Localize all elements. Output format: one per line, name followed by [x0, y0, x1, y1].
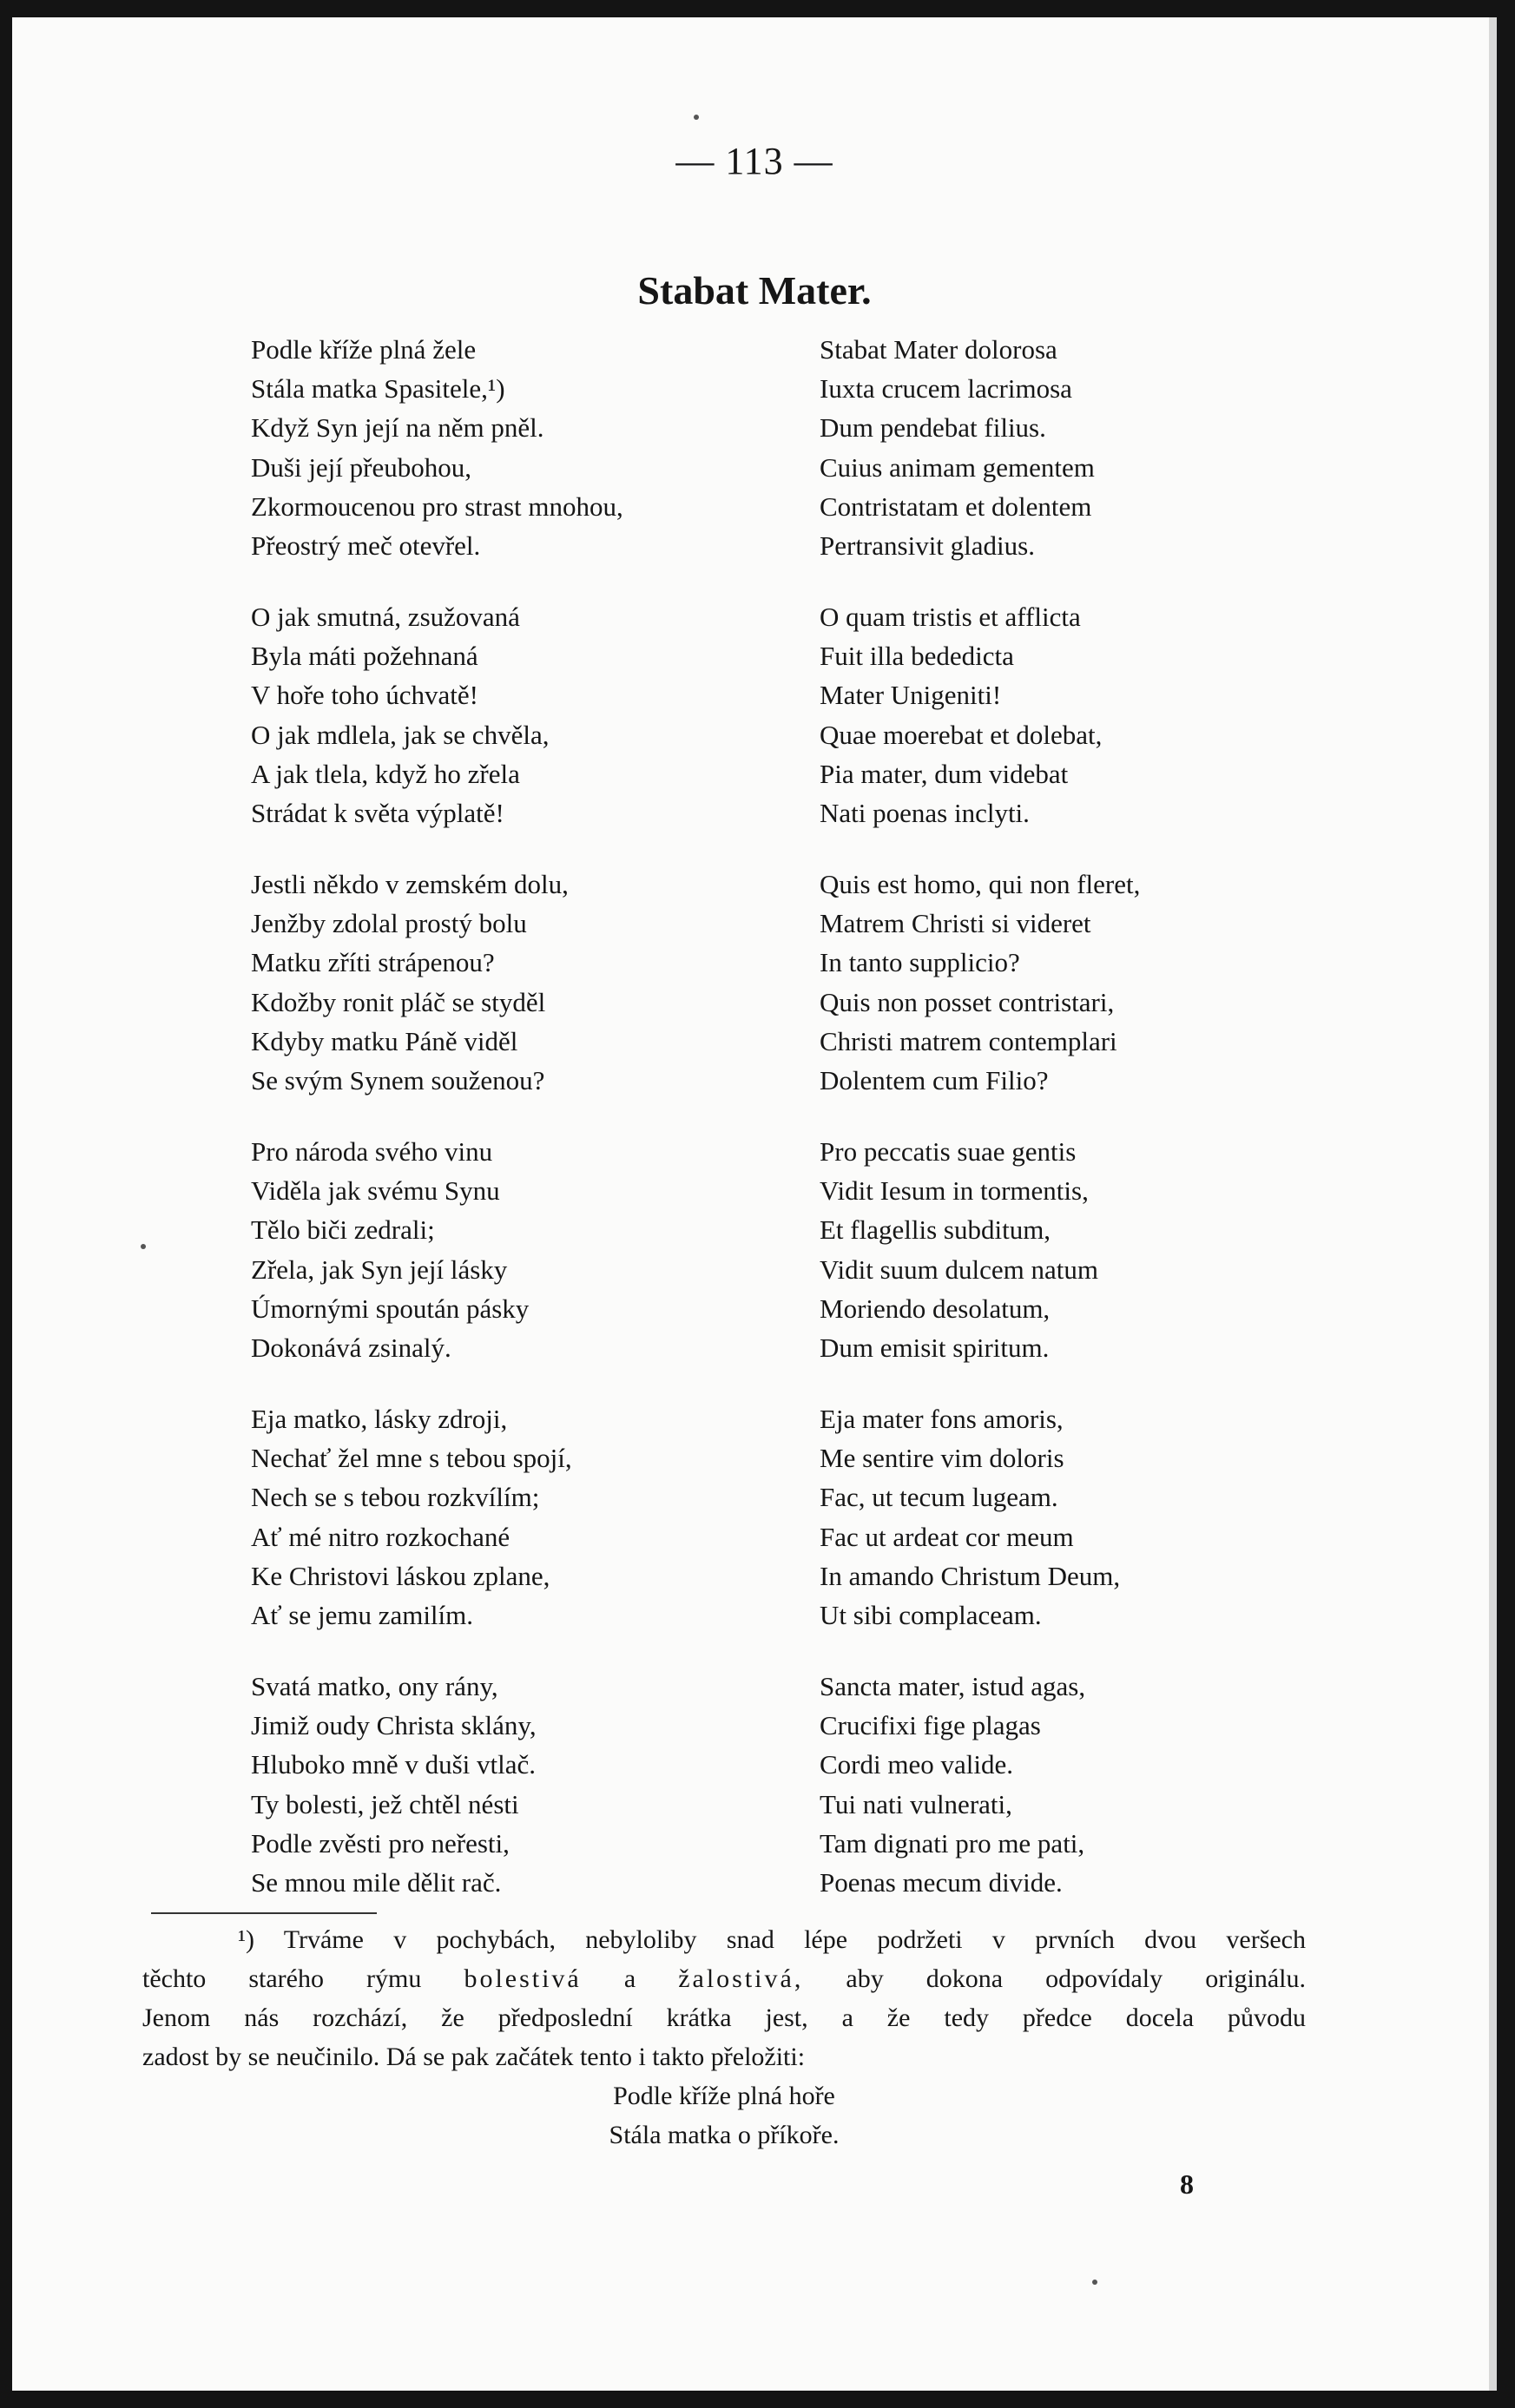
latin-verse-line: Iuxta crucem lacrimosa	[820, 373, 1072, 405]
czech-verse-line: O jak smutná, zsužovaná	[251, 602, 520, 632]
page-number: — 113 —	[675, 140, 833, 182]
czech-verse-line: Ty bolesti, jež chtěl nésti	[251, 1788, 519, 1819]
latin-verse-line: In tanto supplicio?	[820, 947, 1020, 978]
latin-verse-line: Eja mater fons amoris,	[820, 1404, 1064, 1434]
czech-verse-line: Přeostrý meč otevřel.	[251, 530, 481, 561]
book-page	[12, 17, 1497, 2391]
footnote-line: ¹) Trváme v pochybách, nebyloliby snad lépe podržeti v prvních dvou veršech	[238, 1925, 1306, 1954]
latin-verse-line: Me sentire vim doloris	[820, 1443, 1064, 1474]
latin-verse-line: Cuius animam gementem	[820, 451, 1095, 483]
czech-verse-line: Dokonává zsinalý.	[251, 1332, 451, 1363]
czech-verse-line: Když Syn její na něm pněl.	[251, 412, 544, 444]
czech-verse-line: Pro národa svého vinu	[251, 1136, 493, 1167]
latin-verse-line: Et flagellis subditum,	[820, 1214, 1051, 1246]
latin-verse-line: Quis est homo, qui non fleret,	[820, 869, 1141, 899]
latin-verse-line: Fac ut ardeat cor meum	[820, 1521, 1074, 1552]
latin-verse-line: Dolentem cum Filio?	[820, 1065, 1049, 1095]
footnote	[142, 1920, 1306, 2155]
latin-verse-line: Dum pendebat filius.	[820, 412, 1046, 444]
czech-verse-line: Ke Christovi láskou zplane,	[251, 1560, 550, 1591]
latin-verse-line: Fac, ut tecum lugeam.	[820, 1482, 1058, 1513]
footnote-line	[142, 1959, 1306, 1998]
czech-verse-line: Jestli někdo v zemském dolu,	[251, 869, 569, 899]
latin-verse-line: Moriendo desolatum,	[820, 1293, 1051, 1324]
czech-verse-line: Byla máti požehnaná	[251, 641, 478, 672]
czech-verse-line: Matku zříti strápenou?	[251, 947, 495, 978]
print-speck	[694, 115, 699, 120]
latin-verse-line: Vidit Iesum in tormentis,	[820, 1175, 1089, 1207]
czech-verse-line: Strádat k světa výplatě!	[251, 798, 504, 828]
print-speck	[1092, 2280, 1097, 2285]
czech-verse-line: Tělo biči zedrali;	[251, 1214, 435, 1246]
czech-verse-line: Eja matko, lásky zdroji,	[251, 1404, 508, 1434]
czech-verse-line: Stála matka Spasitele,¹)	[251, 373, 505, 405]
czech-verse-line: Nechať žel mne s tebou spojí,	[251, 1443, 572, 1474]
latin-verse-line: Tam dignati pro me pati,	[820, 1827, 1085, 1859]
footnote-text: aby dokona odpovídaly originálu.	[846, 1964, 1307, 1993]
latin-verse-line: O quam tristis et afflicta	[820, 602, 1081, 632]
latin-verse-line: Matrem Christi si videret	[820, 908, 1091, 939]
latin-verse-line: Crucifixi fige plagas	[820, 1710, 1041, 1741]
page-edge	[1489, 17, 1497, 2391]
latin-verse-line: In amando Christum Deum,	[820, 1560, 1121, 1591]
czech-verse-line: Podle kříže plná žele	[251, 334, 477, 365]
latin-verse-line: Pia mater, dum videbat	[820, 758, 1069, 789]
footnote-spaced-word: bolestivá	[464, 1964, 582, 1993]
latin-verse-line: Christi matrem contemplari	[820, 1025, 1117, 1056]
footnote-spaced-word: žalostivá,	[678, 1964, 804, 1993]
latin-verse-line: Contristatam et dolentem	[820, 490, 1092, 522]
czech-verse-line: V hoře toho úchvatě!	[251, 680, 478, 711]
footnote-text: a	[623, 1964, 636, 1993]
footnote-line: zadost by se neučinilo. Dá se pak začátek tento i takto přeložiti:	[142, 2043, 806, 2071]
czech-verse-line: A jak tlela, když ho zřela	[251, 758, 520, 789]
czech-verse-line: Viděla jak svému Synu	[251, 1175, 500, 1207]
czech-verse-line: Se svým Synem souženou?	[251, 1065, 545, 1095]
latin-verse-line: Pertransivit gladius.	[820, 530, 1035, 561]
latin-verse-line: Pro peccatis suae gentis	[820, 1136, 1077, 1167]
czech-verse-line: Podle zvěsti pro neřesti,	[251, 1827, 510, 1859]
latin-verse-line: Mater Unigeniti!	[820, 680, 1002, 711]
czech-verse-line: Ať se jemu zamilím.	[251, 1600, 474, 1630]
czech-verse-line: Kdožby ronit pláč se styděl	[251, 986, 546, 1017]
latin-verse-line: Fuit illa bededicta	[820, 641, 1014, 672]
footnote-rule	[151, 1912, 377, 1914]
czech-verse-line: Zřela, jak Syn její lásky	[251, 1253, 508, 1285]
czech-verse-line: Se mnou mile dělit rač.	[251, 1867, 502, 1898]
czech-verse-line: Nech se s tebou rozkvílím;	[251, 1482, 540, 1513]
latin-verse-line: Dum emisit spiritum.	[820, 1332, 1050, 1363]
czech-verse-line: Duši její přeubohou,	[251, 451, 471, 483]
czech-verse-line: Kdyby matku Páně viděl	[251, 1025, 518, 1056]
latin-verse-line: Poenas mecum divide.	[820, 1867, 1063, 1898]
latin-verse-line: Stabat Mater dolorosa	[820, 334, 1057, 365]
latin-verse-line: Sancta mater, istud agas,	[820, 1671, 1086, 1701]
signature-mark: 8	[1180, 2168, 1194, 2200]
poem-title: Stabat Mater.	[637, 268, 872, 313]
czech-verse-line: Hluboko mně v duši vtlač.	[251, 1749, 537, 1780]
latin-verse-line: Nati poenas inclyti.	[820, 798, 1030, 828]
footnote-quote-line: Stála matka o příkoře.	[609, 2121, 840, 2149]
latin-verse-line: Vidit suum dulcem natum	[820, 1253, 1099, 1285]
footnote-quote-line: Podle kříže plná hoře	[613, 2082, 835, 2110]
latin-verse-line: Tui nati vulnerati,	[820, 1788, 1012, 1819]
latin-verse-line: Ut sibi complaceam.	[820, 1600, 1042, 1630]
czech-verse-line: Ať mé nitro rozkochané	[251, 1521, 510, 1552]
czech-verse-line: Jimiž oudy Christa sklány,	[251, 1710, 537, 1741]
print-speck	[141, 1244, 146, 1249]
latin-verse-line: Quis non posset contristari,	[820, 986, 1115, 1017]
czech-verse-line: Jenžby zdolal prostý bolu	[251, 908, 527, 939]
footnote-line: Jenom nás rozchází, že předposlední krátka jest, a že tedy předce docela původu	[142, 2003, 1306, 2032]
czech-verse-line: Svatá matko, ony rány,	[251, 1671, 498, 1701]
latin-verse-line: Cordi meo valide.	[820, 1749, 1013, 1780]
czech-verse-line: O jak mdlela, jak se chvěla,	[251, 719, 550, 750]
footnote-text: těchto starého rýmu	[142, 1964, 422, 1993]
czech-verse-line: Zkormoucenou pro strast mnohou,	[251, 490, 623, 522]
latin-verse-line: Quae moerebat et dolebat,	[820, 719, 1103, 750]
czech-verse-line: Úmornými spoután pásky	[251, 1293, 530, 1324]
